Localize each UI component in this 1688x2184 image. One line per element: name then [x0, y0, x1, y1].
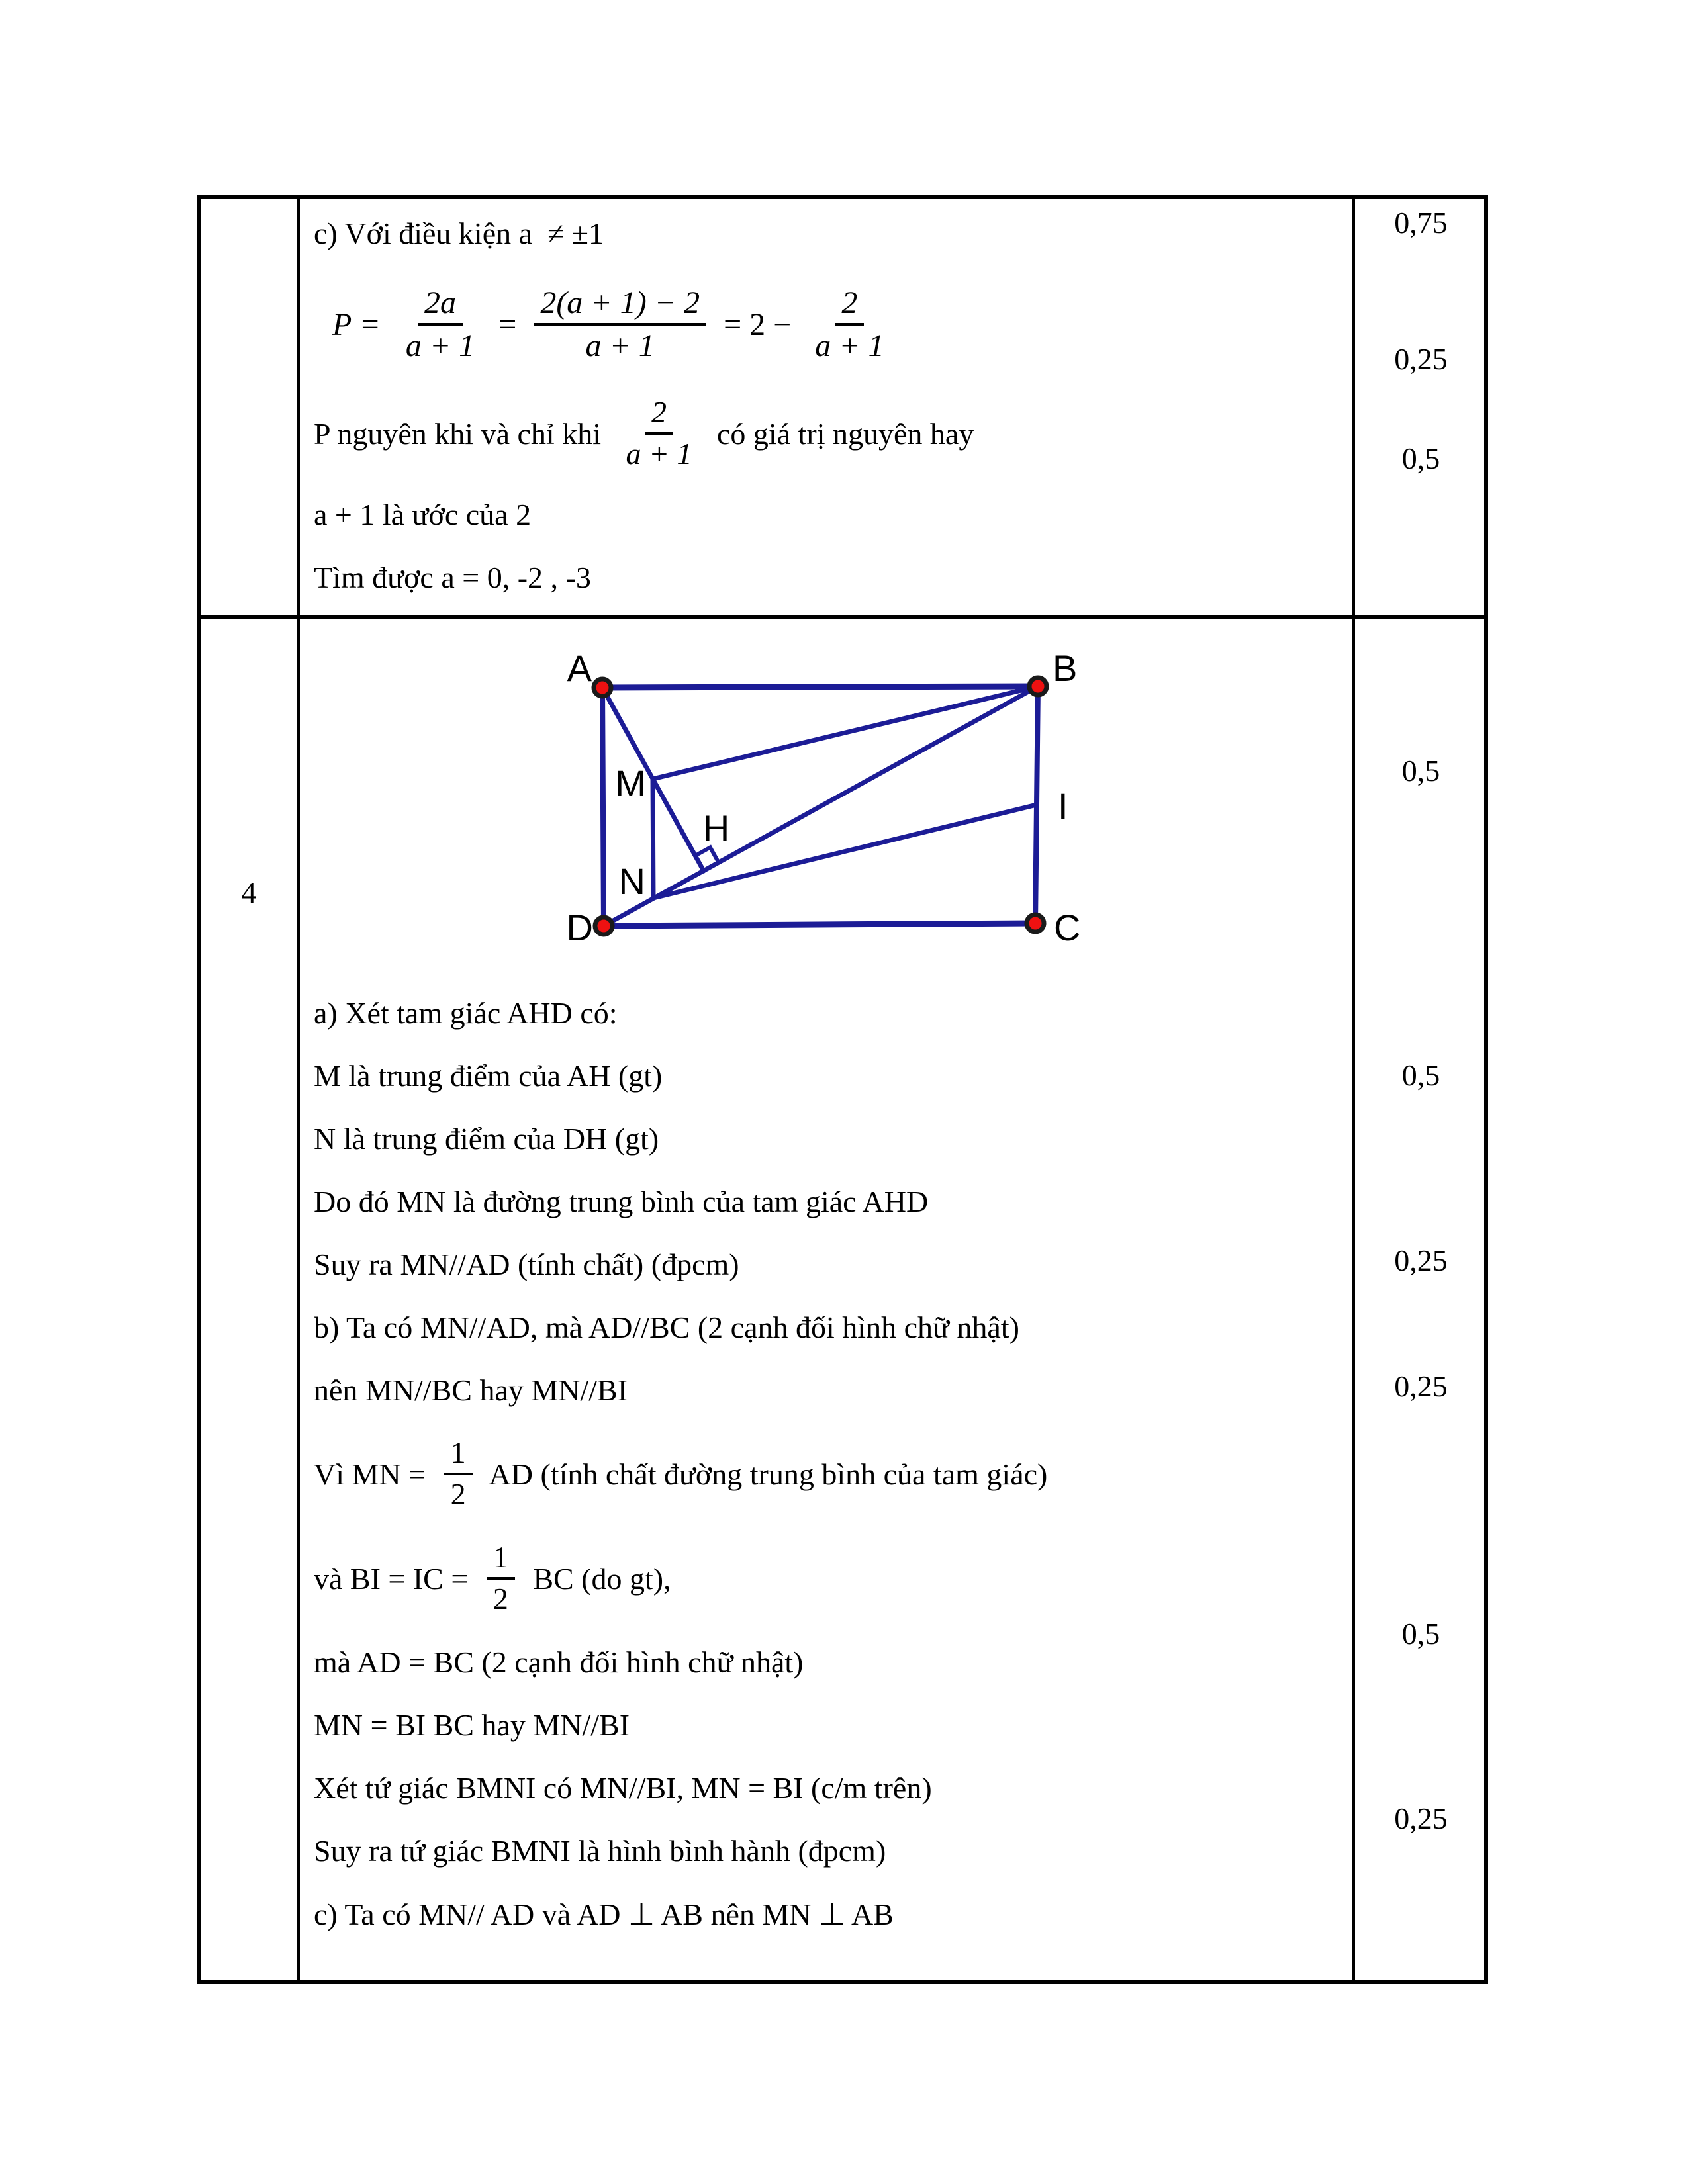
fraction-numerator: 1 — [487, 1540, 515, 1580]
point-label-h: H — [702, 807, 730, 849]
mn-half-ad-line — [314, 1422, 1336, 1526]
solution-text: c) Ta có MN// AD và AD ⊥ AB nên MN ⊥ AB — [314, 1897, 894, 1931]
solution-text: Xét tứ giác BMNI có MN//BI, MN = BI (c/m trên) — [314, 1771, 932, 1805]
fraction-denominator: a + 1 — [626, 437, 692, 471]
solution-line — [314, 1882, 1336, 1945]
divisor-text: a + 1 là ước của 2 — [314, 498, 532, 531]
fraction-expanded — [534, 285, 706, 364]
vertex-dot-a — [594, 679, 611, 696]
column-divider-question — [297, 199, 300, 1980]
solution-text: MN = BI BC hay MN//BI — [314, 1708, 630, 1742]
right-angle-mark — [695, 847, 718, 870]
mn-half-ad-post: AD (tính chất đường trung bình của tam giác) — [483, 1457, 1048, 1491]
point-label-m: M — [615, 762, 646, 804]
solution-line — [314, 981, 1336, 1044]
solution-line — [314, 1359, 1336, 1422]
p-integer-post: có giá trị nguyên hay — [709, 416, 974, 451]
solution-line — [314, 1107, 1336, 1170]
mn-half-ad-pre: Vì MN = — [314, 1457, 434, 1491]
p-integer-line — [314, 384, 1336, 483]
condition-line — [314, 202, 1336, 265]
points-badge: 0,5 — [1401, 1617, 1440, 1651]
solution-text: b) Ta có MN//AD, mà AD//BC (2 cạnh đối hình chữ nhật) — [314, 1310, 1019, 1344]
fraction-denominator: a + 1 — [815, 328, 884, 363]
points-badge: 0,25 — [1394, 1369, 1448, 1403]
fraction-2-over-a1 — [808, 285, 890, 364]
segment-bm — [653, 686, 1038, 779]
solution-text: Suy ra MN//AD (tính chất) (đpcm) — [314, 1248, 739, 1281]
solution-text: nên MN//BC hay MN//BI — [314, 1373, 628, 1407]
points-badge: 0,5 — [1401, 754, 1440, 788]
answer-table — [197, 195, 1488, 1984]
solution-line — [314, 1756, 1336, 1819]
fraction-2a-over-a1 — [399, 285, 481, 364]
vertex-dot-d — [595, 917, 612, 934]
solution-line — [314, 1233, 1336, 1296]
vertex-label-c: C — [1054, 907, 1081, 948]
points-badge: 0,25 — [1394, 342, 1448, 376]
fraction-one-half — [444, 1435, 473, 1512]
equals-two-minus: = 2 − — [724, 306, 792, 342]
divisor-line — [314, 483, 1336, 546]
p-integer-pre: P nguyên khi và chỉ khi — [314, 416, 609, 451]
bi-ic-half-bc-line — [314, 1526, 1336, 1631]
vertex-dot-b — [1029, 678, 1047, 695]
points-badge: 0,5 — [1401, 1058, 1440, 1092]
condition-text: c) Với điều kiện a ≠ ±1 — [314, 216, 604, 250]
vertex-label-b: B — [1053, 647, 1078, 689]
side-cd — [604, 923, 1035, 926]
solution-line — [314, 1694, 1336, 1756]
row-4-content — [314, 981, 1336, 1945]
p-formula-line — [314, 265, 1336, 384]
points-badge: 0,75 — [1394, 206, 1448, 240]
result-text: Tìm được a = 0, -2 , -3 — [314, 561, 591, 594]
solution-text: Suy ra tứ giác BMNI là hình bình hành (đpcm) — [314, 1834, 886, 1868]
fraction-denominator: a + 1 — [405, 328, 475, 363]
bi-ic-pre: và BI = IC = — [314, 1561, 476, 1596]
side-ab — [602, 686, 1038, 688]
bi-ic-post: BC (do gt), — [525, 1561, 671, 1596]
vertex-label-d: D — [566, 907, 593, 948]
points-badge: 0,5 — [1401, 441, 1440, 475]
point-label-i: I — [1058, 785, 1068, 827]
fraction-denominator: 2 — [492, 1582, 508, 1615]
solution-line — [314, 1631, 1336, 1694]
solution-line — [314, 1819, 1336, 1882]
geometry-diagram — [543, 645, 1139, 956]
fraction-denominator: a + 1 — [585, 328, 655, 363]
vertex-label-a: A — [567, 647, 592, 689]
row-c-content — [314, 202, 1336, 609]
vertex-dot-c — [1027, 915, 1044, 932]
solution-text: a) Xét tam giác AHD có: — [314, 996, 618, 1030]
side-da — [602, 688, 604, 926]
fraction-numerator: 1 — [444, 1435, 473, 1475]
result-line — [314, 546, 1336, 609]
row-divider — [201, 615, 1484, 619]
equals-sign: = — [498, 306, 517, 342]
solution-text: Do đó MN là đường trung bình của tam giác AHD — [314, 1185, 929, 1218]
solution-text: N là trung điểm của DH (gt) — [314, 1122, 659, 1156]
points-badge: 0,25 — [1394, 1244, 1448, 1277]
points-badge: 0,25 — [1394, 1801, 1448, 1835]
fraction-2-over-a1 — [619, 395, 698, 472]
solution-text: M là trung điểm của AH (gt) — [314, 1059, 663, 1093]
fraction-denominator: 2 — [450, 1477, 466, 1511]
fraction-numerator: 2 — [835, 285, 864, 326]
fraction-one-half — [487, 1540, 515, 1617]
fraction-numerator: 2a — [418, 285, 463, 326]
solution-line — [314, 1044, 1336, 1107]
p-equals: P = — [332, 306, 389, 342]
fraction-numerator: 2 — [645, 395, 673, 435]
solution-line — [314, 1296, 1336, 1359]
question-number: 4 — [241, 876, 257, 909]
fraction-numerator: 2(a + 1) − 2 — [534, 285, 706, 326]
point-label-n: N — [618, 860, 645, 902]
solution-line — [314, 1170, 1336, 1233]
solution-text: mà AD = BC (2 cạnh đối hình chữ nhật) — [314, 1645, 804, 1679]
